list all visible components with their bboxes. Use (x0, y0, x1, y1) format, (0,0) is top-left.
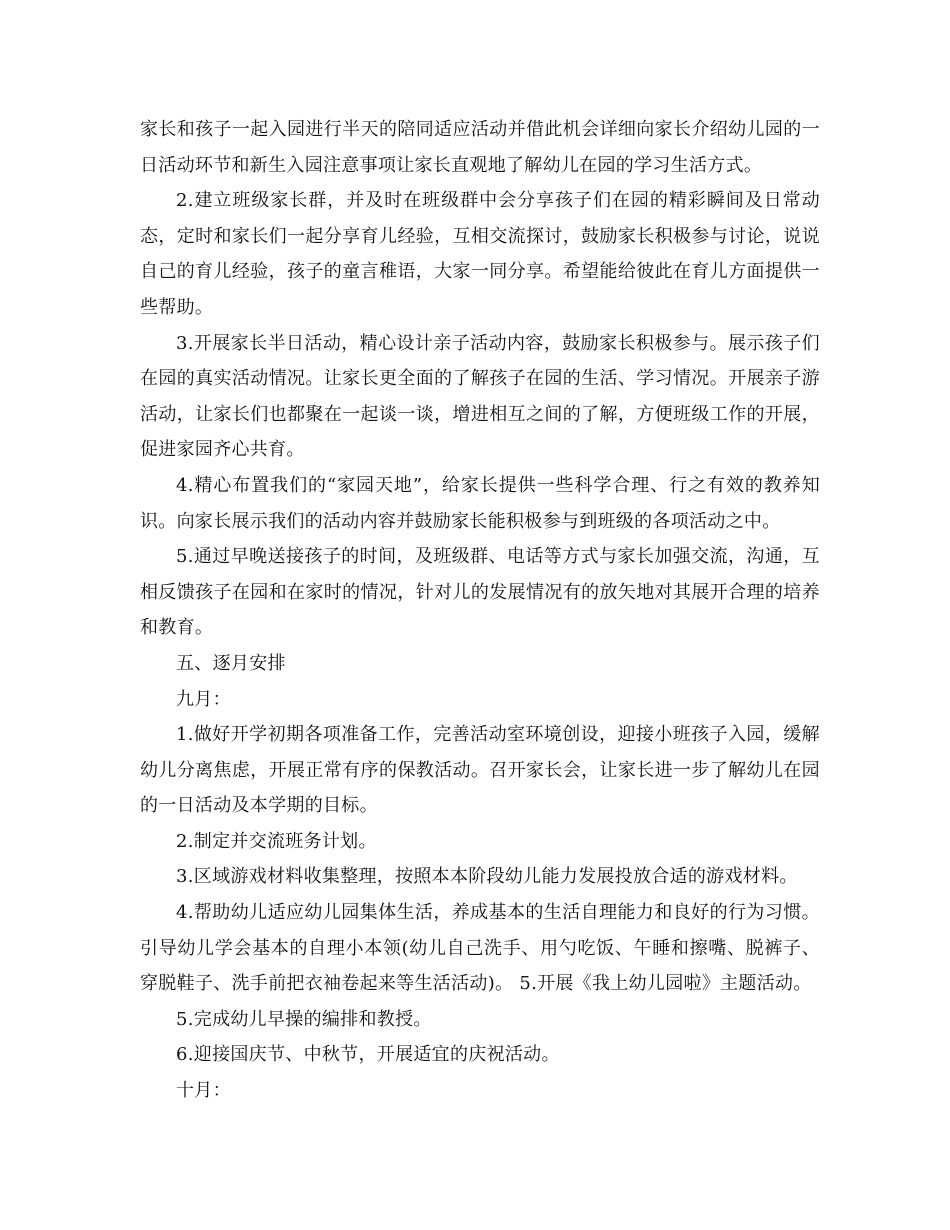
paragraph: 5.通过早晚送接孩子的时间，及班级群、电话等方式与家长加强交流，沟通，互相反馈孩子在园和在家时的情况，针对儿的发展情况有的放矢地对其展开合理的培养和教育。 (140, 546, 820, 639)
document-body (140, 112, 820, 1109)
section-heading: 五、逐月安排 (176, 652, 286, 674)
paragraph: 2.制定并交流班务计划。 (176, 830, 377, 852)
paragraph: 6.迎接国庆节、中秋节，开展适宜的庆祝活动。 (176, 1044, 560, 1066)
paragraph: 2.建立班级家长群，并及时在班级群中会分享孩子们在园的精彩瞬间及日常动态，定时和家长们一起分享育儿经验，互相交流探讨，鼓励家长积极参与讨论，说说自己的育儿经验，孩子的童言稚语，大家一同分享。希望能给彼此在育儿方面提供一些帮助。 (140, 190, 820, 318)
paragraph: 5.完成幼儿早操的编排和教授。 (176, 1008, 432, 1030)
paragraph: 1.做好开学初期各项准备工作，完善活动室环境创设，迎接小班孩子入园，缓解幼儿分离焦虑，开展正常有序的保教活动。召开家长会，让家长进一步了解幼儿在园的一日活动及本学期的目标。 (140, 724, 820, 817)
month-heading: 十月： (176, 1080, 231, 1102)
paragraph: 4.帮助幼儿适应幼儿园集体生活，养成基本的生活自理能力和良好的行为习惯。引导幼儿学会基本的自理小本领(幼儿自己洗手、用勺吃饭、午睡和擦嘴、脱裤子、穿脱鞋子、洗手前把衣袖卷起来等生活活动)。 5.开展《我上幼儿园啦》主题活动。 (140, 902, 820, 995)
paragraph: 3.开展家长半日活动，精心设计亲子活动内容，鼓励家长积极参与。展示孩子们在园的真实活动情况。让家长更全面的了解孩子在园的生活、学习情况。开展亲子游活动，让家长们也都聚在一起谈一谈，增进相互之间的了解，方便班级工作的开展，促进家园齐心共育。 (140, 332, 820, 461)
month-heading: 九月： (176, 688, 231, 710)
paragraph: 家长和孩子一起入园进行半天的陪同适应活动并借此机会详细向家长介绍幼儿园的一日活动环节和新生入园注意事项让家长直观地了解幼儿在园的学习生活方式。 (140, 119, 820, 176)
paragraph: 3.区域游戏材料收集整理，按照本本阶段幼儿能力发展投放合适的游戏材料。 (176, 866, 798, 888)
paragraph: 4.精心布置我们的“家园天地”，给家长提供一些科学合理、行之有效的教养知识。向家长展示我们的活动内容并鼓励家长能积极参与到班级的各项活动之中。 (140, 474, 820, 532)
